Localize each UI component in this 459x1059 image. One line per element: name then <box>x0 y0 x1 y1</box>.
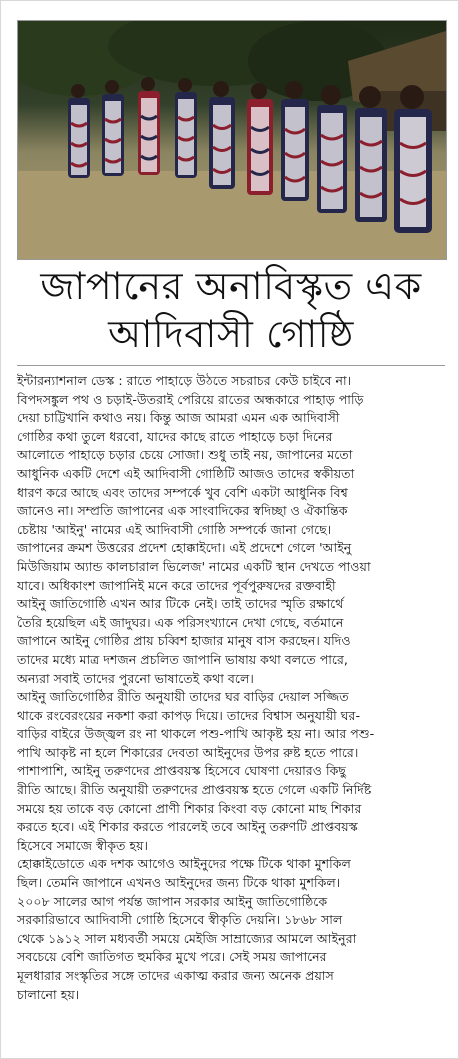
headline-line-1: জাপানের অনাবিস্কৃত এক <box>40 264 422 308</box>
text-line: তৈরি হয়েছিল এই জাদুঘর। এক পরিসংখ্যানে দেখা গেছে, বর্তমানে <box>17 614 344 630</box>
paragraph-3 <box>17 688 445 855</box>
text-line: ইন্টারন্যাশনাল ডেস্ক : রাতে পাহাড়ে উঠতে সচরাচর কেউ চাইবে না। <box>17 373 352 388</box>
text-line: যাবে। অধিকাংশ জাপানিই মনে করে তাদের পূর্বপুরুষদের রক্তবাহী <box>17 577 336 593</box>
paragraph-2 <box>17 539 445 688</box>
text-line: ছিল। তেমনি জাপানে এখনও আইনুদের জন্য টিকে থাকা মুশকিল। <box>17 875 341 891</box>
text-line: থাকে রংবেরংয়ের নকশা করা কাপড় দিয়ে। তাদের বিশ্বাস অনুযায়ী ঘর- <box>17 707 360 723</box>
text-line: তাদের মধ্যে মাত্র দশজন প্রচলিত জাপানি ভাষায় কথা বলতে পারে, <box>17 651 348 667</box>
article-headline <box>17 262 445 358</box>
text-line: সময়ে হয় তাকে বড় কোনো প্রাণী শিকার কিংবা বড় কোনো মাছ শিকার <box>17 800 362 816</box>
text-line: মূলধারার সংস্কৃতির সঙ্গে তাদের একাত্ম করার জন্য অনেক প্রয়াস <box>17 968 334 983</box>
paragraph-4 <box>17 855 445 1004</box>
text-line: বিপদসঙ্কুল পথ ও চড়াই-উতরাই পেরিয়ে রাতের অন্ধকারে পাহাড় পাড়ি <box>17 391 364 407</box>
text-line: আইনু জাতিগোষ্ঠির রীতি অনুযায়ী তাদের ঘর বাড়ির দেয়াল সজ্জিত <box>17 689 349 705</box>
paragraph-1 <box>17 372 445 539</box>
text-line: সরকারিভাবে আদিবাসী গোষ্ঠি হিসেবে স্বীকৃতি দেয়নি। ১৮৬৮ সাল <box>17 912 343 928</box>
text-line: বাড়ির বাইরে উজ্জ্বল রং না থাকলে পশু-পাখি আকৃষ্ট হয় না। আর পশু- <box>17 726 375 742</box>
text-line: ২০০৮ সালের আগ পর্যন্ত জাপান সরকার আইনু জাতিগোষ্ঠিকে <box>17 893 328 909</box>
text-line: পাশাপাশি, আইনু তরুণদের প্রাপ্তবয়স্ক হিসেবে ঘোষণা দেয়ারও কিছু <box>17 763 347 779</box>
text-line: পাখি আকৃষ্ট না হলে শিকারের দেবতা আইনুদের উপর রুষ্ট হতে পারে। <box>17 744 359 760</box>
text-line: জাপানের ক্রমশ উত্তরের প্রদেশ হোক্কাইদো। এই প্রদেশে গেলে 'আইনু <box>17 540 352 556</box>
text-line: চেষ্টায় 'আইনু' নামের এই আদিবাসী গোষ্ঠি সম্পর্কে জানা গেছে। <box>17 521 332 537</box>
text-line: মিউজিয়াম অ্যান্ড কালচারাল ভিলেজ' নামের একটি স্থান দেখতে পাওয়া <box>17 558 371 574</box>
text-line: অন্যরা সবাই তাদের পুরনো ভাষাতেই কথা বলে। <box>17 670 254 686</box>
text-line: হোক্কাইডোতে এক দশক আগেও আইনুদের পক্ষে টিকে থাকা মুশকিল <box>17 856 351 872</box>
text-line: ধারণ করে আছে এবং তাদের সম্পর্কে খুব বেশি একটা আধুনিক বিশ্ব <box>17 484 348 500</box>
text-line: জানেও না। সম্প্রতি জাপানের এক সাংবাদিকের স্বদিচ্ছা ও ঐকান্তিক <box>17 503 348 519</box>
text-line: করতে হবে। এই শিকার করতে পারলেই তবে আইনু তরুণটি প্রাপ্তবয়স্ক <box>17 819 358 835</box>
text-line: আইনু জাতিগোষ্ঠি এখন আর টিকে নেই। তাই তাদের স্মৃতি রক্ষার্থে <box>17 596 344 612</box>
text-line: দেয়া চাট্টিখানি কথাও নয়। কিন্তু আজ আমরা এমন এক আদিবাসী <box>17 410 340 426</box>
text-line: জাপানে আইনু গোষ্ঠির প্রায় চব্বিশ হাজার মানুষ বাস করছেন। যদিও <box>17 633 351 649</box>
article-photo <box>17 20 447 260</box>
text-line: হিসেবে সমাজে স্বীকৃত হয়। <box>17 837 149 853</box>
headline-line-2: আদিবাসী গোষ্ঠি <box>108 312 354 356</box>
text-line: আধুনিক একটি দেশে এই আদিবাসী গোষ্ঠিটি আজও তাদের স্বকীয়তা <box>17 465 355 481</box>
text-line: আলোতে পাহাড়ে চড়ার চেয়ে সোজা। শুধু তাই নয়, জাপানের মতো <box>17 447 353 463</box>
text-line: গোষ্ঠির কথা তুলে ধরবো, যাদের কাছে রাতে পাহাড়ে চড়া দিনের <box>17 428 333 444</box>
headline-top-rule <box>17 259 445 260</box>
photo-ainu-dancers-icon <box>18 21 446 259</box>
text-line: সবচেয়ে বেশি জাতিগত হুমকির মুখে পরে। সেই সময় জাপানের <box>17 949 327 965</box>
text-line: রীতি আছে। রীতি অনুযায়ী তরুণদের প্রাপ্তবয়স্ক হতে গেলে একটি নির্দিষ্ট <box>17 782 372 798</box>
headline-bottom-rule <box>17 365 445 366</box>
article-body <box>17 372 445 1004</box>
text-line: থেকে ১৯১২ সাল মধ্যবর্তী সময়ে মেইজি সাম্রাজ্যের আমলে আইনুরা <box>17 930 357 946</box>
text-line: চালানো হয়। <box>17 986 80 1002</box>
